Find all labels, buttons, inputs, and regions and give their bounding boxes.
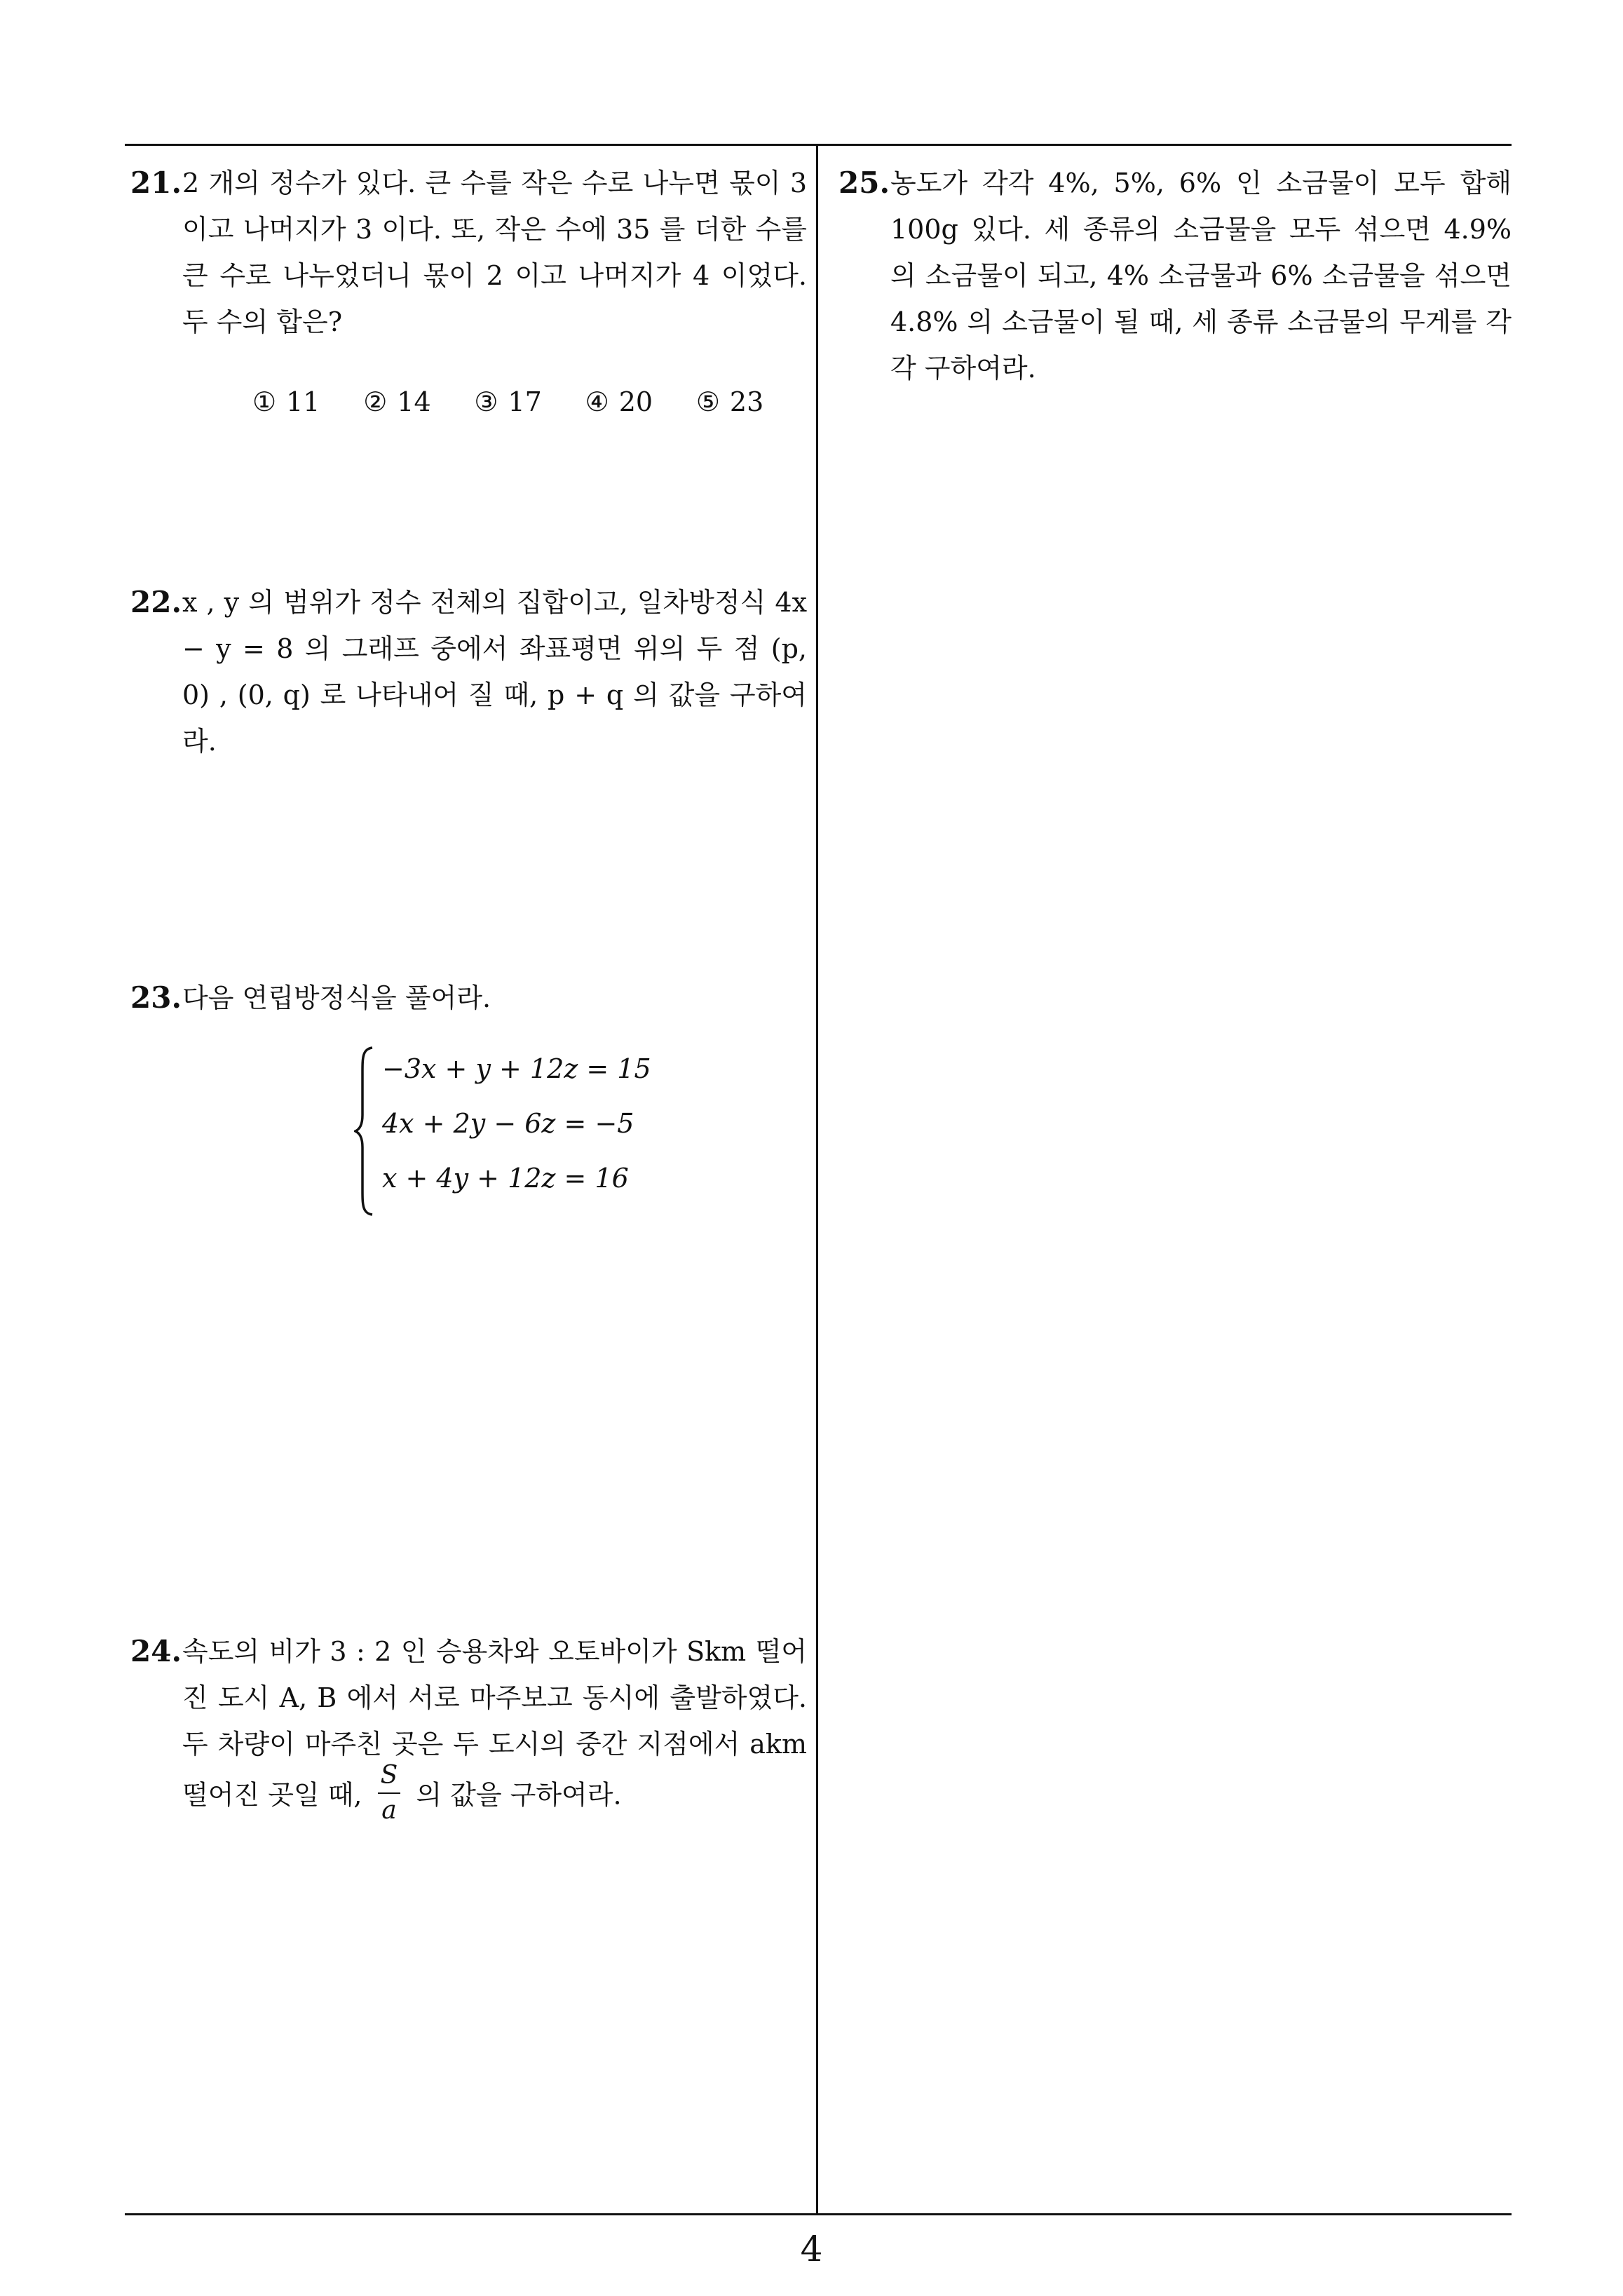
problem-25 bbox=[838, 160, 1512, 391]
top-rule bbox=[125, 144, 1512, 146]
choice-3[interactable]: ③ 17 bbox=[474, 386, 542, 417]
bottom-rule bbox=[125, 2213, 1512, 2215]
answer-choices bbox=[252, 379, 807, 425]
problem-text: 2 개의 정수가 있다. 큰 수를 작은 수로 나누면 몫이 3 이고 나머지가 3 이다. 또, 작은 수에 35 를 더한 수를 큰 수로 나누었더니 몫이 2 이고 나머지가 4 이었다. 두 수의 합은? bbox=[182, 168, 807, 337]
left-brace bbox=[354, 1045, 375, 1217]
column-divider bbox=[816, 144, 818, 2215]
problem-text: x , y 의 범위가 정수 전체의 집합이고, 일차방정식 4x − y = 8 의 그래프 중에서 좌표평면 위의 두 점 (p, 0) , (0, q) 로 나타내어 질 때, p + q 의 값을 구하여라. bbox=[182, 587, 807, 757]
equation-3: x + 4y + 12z = 16 bbox=[382, 1163, 629, 1194]
equation-2: 4x + 2y − 6z = −5 bbox=[382, 1108, 634, 1139]
problem-number: 24. bbox=[130, 1634, 182, 1668]
problem-text bbox=[182, 1628, 807, 1828]
problem-text-before: 속도의 비가 3 : 2 인 승용차와 오토바이가 Skm 떨어진 도시 A, B 에서 서로 마주보고 동시에 출발하였다. 두 차량이 마주친 곳은 두 도시의 중간 지점에서 akm 떨어진 곳일 때, bbox=[182, 1636, 807, 1811]
problem-text: 농도가 각각 4%, 5%, 6% 인 소금물이 모두 합해 100g 있다. 세 종류의 소금물을 모두 섞으면 4.9% 의 소금물이 되고, 4% 소금물과 6% 소금물을 섞으면 4.8% 의 소금물이 될 때, 세 종류 소금물의 무게를 각각 구하여라. bbox=[890, 168, 1512, 384]
problem-text-after: 의 값을 구하여라. bbox=[416, 1779, 622, 1811]
problem-24 bbox=[130, 1628, 807, 1828]
problem-number: 25. bbox=[838, 166, 890, 200]
page-number: 4 bbox=[800, 2229, 823, 2269]
choice-5[interactable]: ⑤ 23 bbox=[695, 386, 764, 417]
problem-22 bbox=[130, 579, 807, 764]
problem-number: 22. bbox=[130, 585, 182, 619]
choice-4[interactable]: ④ 20 bbox=[585, 386, 653, 417]
problem-text: 다음 연립방정식을 풀어라. bbox=[182, 982, 491, 1013]
fraction-denominator: a bbox=[381, 1796, 397, 1825]
choice-1[interactable]: ① 11 bbox=[252, 386, 320, 417]
problem-23 bbox=[130, 975, 807, 1021]
problem-number: 21. bbox=[130, 166, 182, 200]
fraction-s-over-a bbox=[378, 1763, 401, 1823]
equation-1: −3x + y + 12z = 15 bbox=[382, 1053, 651, 1084]
fraction-numerator: S bbox=[378, 1763, 401, 1794]
problem-number: 23. bbox=[130, 980, 182, 1015]
choice-2[interactable]: ② 14 bbox=[363, 386, 431, 417]
problem-21 bbox=[130, 160, 807, 425]
